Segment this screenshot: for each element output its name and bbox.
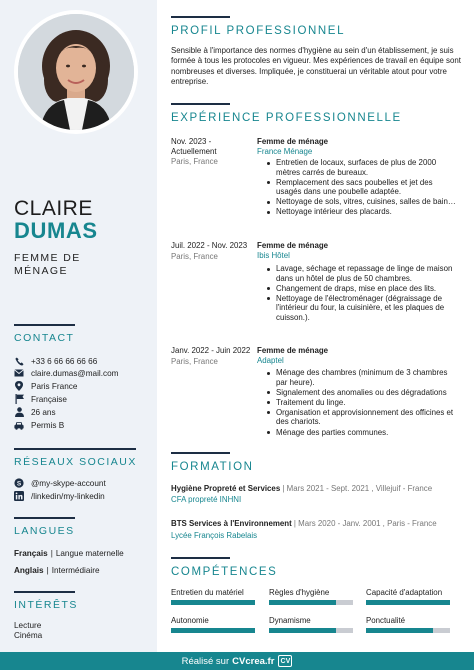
skill-bar-fill <box>366 628 433 633</box>
contact-address <box>14 380 77 392</box>
languages-heading: LANGUES <box>14 525 75 537</box>
job-task: Signalement des anomalies ou des dégradations <box>266 388 458 398</box>
social-linkedin[interactable] <box>14 490 105 502</box>
education-divider <box>171 452 230 454</box>
job-company: Ibis Hôtel <box>257 251 290 260</box>
first-name: CLAIRE <box>14 197 93 220</box>
job-title-entry: Femme de ménage <box>257 137 329 146</box>
skill-name: Dynamisme <box>269 616 311 625</box>
job-location: Paris, France <box>171 157 218 166</box>
skill-bar-fill <box>171 628 255 633</box>
job-task: Lavage, séchage et repassage de linge de maison dans un hôtel de plus de 50 chambres. <box>266 264 458 283</box>
degree-name: BTS Services à l'Environnement <box>171 519 292 528</box>
job-location: Paris, France <box>171 357 218 366</box>
last-name: DUMAS <box>14 218 98 243</box>
job-title-entry: Femme de ménage <box>257 346 329 355</box>
job-task: Changement de draps, mise en place des lits. <box>266 284 458 294</box>
degree-name: Hygiène Propreté et Services <box>171 484 281 493</box>
job-location: Paris, France <box>171 252 218 261</box>
job-task: Nettoyage intérieur des placards. <box>266 207 458 217</box>
experience-divider <box>171 103 230 105</box>
car-icon <box>14 420 24 430</box>
languages-divider <box>14 517 75 519</box>
education-heading: FORMATION <box>171 461 254 473</box>
job-company: Adaptel <box>257 356 284 365</box>
job-task: Ménage des parties communes. <box>266 428 458 438</box>
social-divider <box>14 448 136 450</box>
degree-location: Paris - France <box>387 519 437 528</box>
education-entry: BTS Services à l'Environnement | Mars 2020 - Janv. 2001 , Paris - France <box>171 519 437 528</box>
job-tasks <box>266 158 458 218</box>
social-skype[interactable] <box>14 477 106 489</box>
school-name: Lycée François Rabelais <box>171 531 258 540</box>
cv-logo-icon: CV <box>278 655 292 667</box>
degree-dates: Mars 2021 - Sept. 2021 <box>286 484 370 493</box>
portrait-illustration <box>18 14 134 130</box>
interests-divider <box>14 591 75 593</box>
job-date: Janv. 2022 - Juin 2022 <box>171 346 251 355</box>
skill-bar-fill <box>269 600 336 605</box>
profile-heading: PROFIL PROFESSIONNEL <box>171 25 346 37</box>
degree-dates: Mars 2020 - Janv. 2001 <box>298 519 381 528</box>
profile-photo <box>18 14 134 130</box>
flag-icon <box>14 394 24 404</box>
skills-heading: COMPÉTENCES <box>171 566 278 578</box>
skill-bar-fill <box>366 600 450 605</box>
person-icon <box>14 407 24 417</box>
job-company: France Ménage <box>257 147 313 156</box>
social-linkedin-text: /linkedin/my-linkedin <box>31 491 105 501</box>
job-task: Nettoyage de l'électroménager (dégraissage de l'intérieur du four, la cuisinière, et les plaques de cuisson.). <box>266 294 458 323</box>
contact-license-text: Permis B <box>31 420 65 430</box>
footer-banner[interactable] <box>0 652 474 670</box>
language-level: Intermédiaire <box>51 566 100 575</box>
job-title: FEMME DE MÉNAGE <box>14 252 81 277</box>
skill-name: Ponctualité <box>366 616 406 625</box>
social-heading: RÉSEAUX SOCIAUX <box>14 456 137 468</box>
skill-bar <box>366 628 450 633</box>
job-task: Remplacement des sacs poubelles et jet des usagés dans une poubelle adaptée. <box>266 178 458 197</box>
skill-bar <box>269 628 353 633</box>
job-task: Traitement du linge. <box>266 398 458 408</box>
education-entry: Hygiène Propreté et Services | Mars 2021 - Sept. 2021 , Villejuif - France <box>171 484 433 493</box>
skill-bar <box>366 600 450 605</box>
envelope-icon <box>14 368 24 378</box>
contact-phone-text: +33 6 66 66 66 66 <box>31 356 98 366</box>
contact-heading: CONTACT <box>14 332 75 344</box>
job-date: Nov. 2023 - Actuellement <box>171 137 217 156</box>
contact-age-text: 26 ans <box>31 407 56 417</box>
skill-bar-fill <box>269 628 336 633</box>
profile-divider <box>171 16 230 18</box>
language-name: Français <box>14 549 48 558</box>
social-skype-text: @my-skype-account <box>31 478 106 488</box>
skill-bar-fill <box>171 600 255 605</box>
interest-item: Cinéma <box>14 631 43 640</box>
svg-text:S: S <box>16 480 22 488</box>
job-date: Juil. 2022 - Nov. 2023 <box>171 241 248 250</box>
footer-brand-link[interactable]: CVcrea.fr <box>232 655 275 667</box>
contact-email[interactable] <box>14 367 118 379</box>
job-tasks <box>266 264 458 323</box>
language-item: Anglais | Intermédiaire <box>14 566 100 575</box>
job-tasks <box>266 368 458 438</box>
sidebar <box>0 0 157 652</box>
skill-bar <box>171 628 255 633</box>
contact-address-text: Paris France <box>31 381 78 391</box>
contact-phone[interactable] <box>14 355 97 367</box>
interest-item: Lecture <box>14 621 42 630</box>
phone-icon <box>14 356 24 366</box>
school-name: CFA propreté INHNI <box>171 495 242 504</box>
language-item: Français | Langue maternelle <box>14 549 124 558</box>
skill-name: Capacité d'adaptation <box>366 588 443 597</box>
linkedin-icon <box>14 491 24 501</box>
contact-age <box>14 406 56 418</box>
language-level: Langue maternelle <box>55 549 124 558</box>
experience-heading: EXPÉRIENCE PROFESSIONNELLE <box>171 112 402 124</box>
profile-summary: Sensible à l'importance des normes d'hygiène au sein d'un établissement, je suis formée à tous les protocoles en vigueur. Mes expériences de travail en équipe sont nombreuses et diverses. Impliquée, je constituerai un véritable atout pour votre entreprise. <box>171 46 461 86</box>
job-task: Ménage des chambres (minimum de 3 chambres par heure). <box>266 368 458 387</box>
skill-name: Autonomie <box>171 616 209 625</box>
skill-name: Entretien du matériel <box>171 588 244 597</box>
location-pin-icon <box>14 381 24 391</box>
skype-icon <box>14 478 24 488</box>
skill-bar <box>269 600 353 605</box>
contact-divider <box>14 324 75 326</box>
job-task: Organisation et approvisionnement des officines et des chariots. <box>266 408 458 427</box>
interests-heading: INTÉRÊTS <box>14 599 78 611</box>
job-title-entry: Femme de ménage <box>257 241 329 250</box>
job-task: Entretien de locaux, surfaces de plus de 2000 mètres carrés de bureaux. <box>266 158 458 177</box>
skill-name: Règles d'hygiène <box>269 588 330 597</box>
contact-license <box>14 419 64 431</box>
skills-divider <box>171 557 230 559</box>
language-name: Anglais <box>14 566 44 575</box>
job-task: Nettoyage de sols, vitres, cuisines, salles de bain… <box>266 197 458 207</box>
contact-nationality-text: Française <box>31 394 67 404</box>
skill-bar <box>171 600 255 605</box>
footer-prefix: Réalisé sur <box>181 655 230 667</box>
contact-nationality <box>14 393 67 405</box>
contact-email-text: claire.dumas@mail.com <box>31 368 119 378</box>
degree-location: Villejuif - France <box>375 484 433 493</box>
